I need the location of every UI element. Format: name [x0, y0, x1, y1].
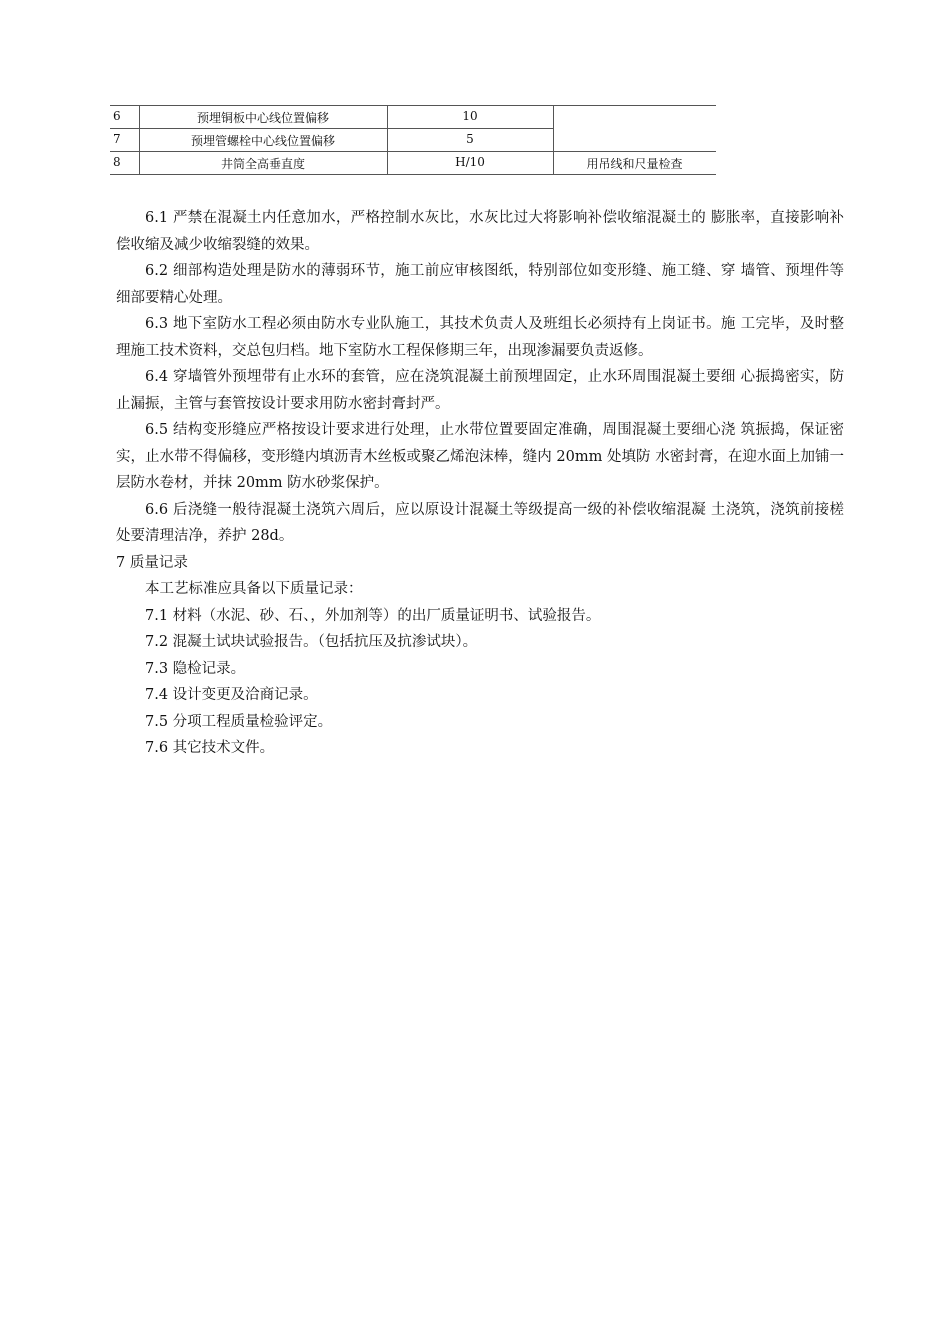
row-item: 井筒全高垂直度	[220, 157, 305, 171]
row-value: 10	[462, 109, 478, 123]
record-item: 7.3 隐检记录。	[145, 660, 246, 677]
paragraph-6-6: 6.6 后浇缝一般待混凝土浇筑六周后，应以原设计混凝土等级提高一级的补偿收缩混凝 土浇筑，浇筑前接槎处要清理洁净，养护 28d。	[116, 501, 844, 544]
table-row	[110, 128, 716, 151]
record-item: 7.5 分项工程质量检验评定。	[145, 713, 333, 730]
table-row	[110, 105, 716, 128]
paragraph-6-2: 6.2 细部构造处理是防水的薄弱环节，施工前应审核图纸，特别部位如变形缝、施工缝、穿 墙管、预埋件等细部要精心处理。	[116, 263, 844, 306]
record-item: 7.4 设计变更及洽商记录。	[145, 687, 318, 703]
table-bottom-border	[110, 174, 716, 175]
row-value: H/10	[455, 155, 485, 169]
record-item: 7.2 混凝土试块试验报告。（包括抗压及抗渗试块）。	[145, 634, 478, 650]
paragraph-6-1: 6.1 严禁在混凝土内任意加水，严格控制水灰比，水灰比过大将影响补偿收缩混凝土的 膨胀率，直接影响补偿收缩及减少收缩裂缝的效果。	[116, 210, 844, 253]
row-number: 8	[113, 155, 121, 169]
row-note: 用吊线和尺量检查	[586, 157, 683, 171]
row-number: 6	[113, 109, 121, 123]
section-7-heading: 7 质量记录	[116, 554, 188, 571]
row-item: 预埋铜板中心线位置偏移	[196, 111, 329, 125]
section-7-intro: 本工艺标准应具备以下质量记录：	[145, 581, 363, 597]
row-item: 预埋管螺栓中心线位置偏移	[190, 134, 335, 148]
paragraph-6-3: 6.3 地下室防水工程必须由防水专业队施工，其技术负责人及班组长必须持有上岗证书。施 工完毕，及时整理施工技术资料，交总包归档。地下室防水工程保修期三年，出现渗漏要负责返修。	[116, 316, 844, 359]
table-row	[110, 151, 716, 174]
tolerance-table	[110, 105, 716, 174]
document-body	[116, 205, 844, 762]
paragraph-6-5: 6.5 结构变形缝应严格按设计要求进行处理，止水带位置要固定准确，周围混凝土要细心浇 筑振捣，保证密实，止水带不得偏移，变形缝内填沥青木丝板或聚乙烯泡沫棒，缝内 20mm 处填防 水密封膏，在迎水面上加铺一层防水卷材，并抹 20mm 防水砂浆保护。	[116, 422, 844, 491]
row-number: 7	[113, 132, 121, 146]
record-item: 7.6 其它技术文件。	[145, 740, 275, 756]
paragraph-6-4: 6.4 穿墙管外预埋带有止水环的套管，应在浇筑混凝土前预埋固定，止水环周围混凝土要细 心振捣密实，防止漏振，主管与套管按设计要求用防水密封膏封严。	[116, 369, 844, 412]
record-item: 7.1 材料（水泥、砂、石、，外加剂等）的出厂质量证明书、试验报告。	[145, 607, 601, 624]
row-value: 5	[466, 132, 474, 146]
